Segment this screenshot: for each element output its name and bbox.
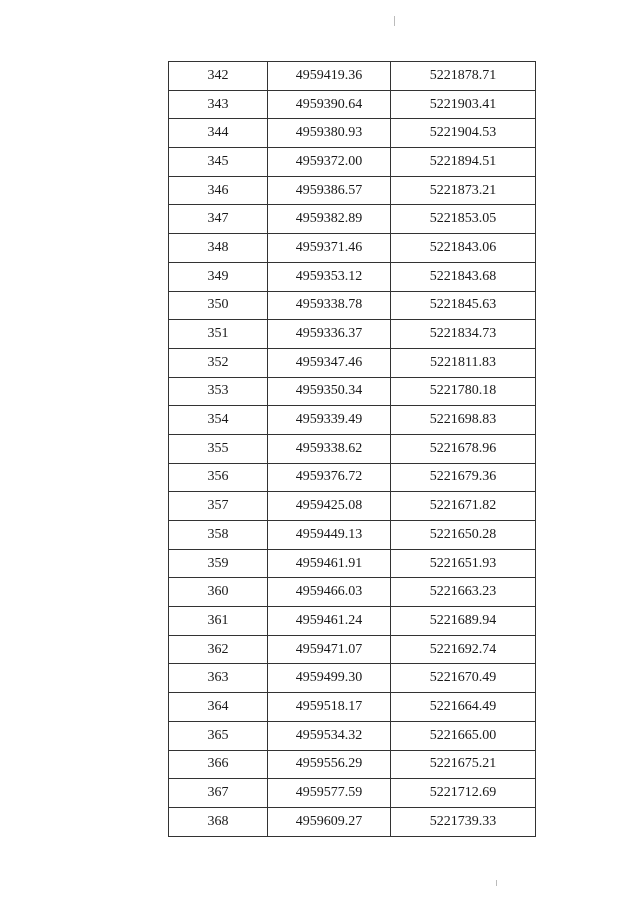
point-number-cell: 355 bbox=[169, 434, 268, 463]
table-row bbox=[169, 664, 536, 693]
table-row bbox=[169, 721, 536, 750]
y-coordinate-cell: 5221712.69 bbox=[391, 779, 536, 808]
x-coordinate-cell: 4959353.12 bbox=[268, 262, 391, 291]
x-coordinate-cell: 4959347.46 bbox=[268, 348, 391, 377]
point-number-cell: 344 bbox=[169, 119, 268, 148]
point-number-cell: 358 bbox=[169, 521, 268, 550]
table-row bbox=[169, 492, 536, 521]
table-row bbox=[169, 779, 536, 808]
point-number-cell: 356 bbox=[169, 463, 268, 492]
x-coordinate-cell: 4959461.24 bbox=[268, 607, 391, 636]
point-number-cell: 363 bbox=[169, 664, 268, 693]
y-coordinate-cell: 5221698.83 bbox=[391, 406, 536, 435]
y-coordinate-cell: 5221811.83 bbox=[391, 348, 536, 377]
table-row bbox=[169, 635, 536, 664]
table-row bbox=[169, 205, 536, 234]
y-coordinate-cell: 5221878.71 bbox=[391, 62, 536, 91]
table-row bbox=[169, 176, 536, 205]
table-row bbox=[169, 62, 536, 91]
y-coordinate-cell: 5221650.28 bbox=[391, 521, 536, 550]
table-row bbox=[169, 807, 536, 836]
point-number-cell: 351 bbox=[169, 320, 268, 349]
table-row bbox=[169, 463, 536, 492]
y-coordinate-cell: 5221670.49 bbox=[391, 664, 536, 693]
point-number-cell: 346 bbox=[169, 176, 268, 205]
y-coordinate-cell: 5221651.93 bbox=[391, 549, 536, 578]
point-number-cell: 364 bbox=[169, 693, 268, 722]
coordinate-table-body bbox=[169, 62, 536, 837]
y-coordinate-cell: 5221664.49 bbox=[391, 693, 536, 722]
table-row bbox=[169, 90, 536, 119]
x-coordinate-cell: 4959350.34 bbox=[268, 377, 391, 406]
table-row bbox=[169, 521, 536, 550]
y-coordinate-cell: 5221904.53 bbox=[391, 119, 536, 148]
y-coordinate-cell: 5221663.23 bbox=[391, 578, 536, 607]
y-coordinate-cell: 5221873.21 bbox=[391, 176, 536, 205]
y-coordinate-cell: 5221675.21 bbox=[391, 750, 536, 779]
point-number-cell: 366 bbox=[169, 750, 268, 779]
table-row bbox=[169, 119, 536, 148]
x-coordinate-cell: 4959386.57 bbox=[268, 176, 391, 205]
x-coordinate-cell: 4959466.03 bbox=[268, 578, 391, 607]
x-coordinate-cell: 4959449.13 bbox=[268, 521, 391, 550]
x-coordinate-cell: 4959461.91 bbox=[268, 549, 391, 578]
y-coordinate-cell: 5221671.82 bbox=[391, 492, 536, 521]
table-row bbox=[169, 578, 536, 607]
point-number-cell: 349 bbox=[169, 262, 268, 291]
table-row bbox=[169, 693, 536, 722]
point-number-cell: 354 bbox=[169, 406, 268, 435]
point-number-cell: 348 bbox=[169, 234, 268, 263]
point-number-cell: 359 bbox=[169, 549, 268, 578]
x-coordinate-cell: 4959372.00 bbox=[268, 148, 391, 177]
x-coordinate-cell: 4959471.07 bbox=[268, 635, 391, 664]
scan-artifact bbox=[496, 880, 497, 886]
scan-artifact bbox=[394, 16, 395, 26]
y-coordinate-cell: 5221678.96 bbox=[391, 434, 536, 463]
x-coordinate-cell: 4959336.37 bbox=[268, 320, 391, 349]
point-number-cell: 360 bbox=[169, 578, 268, 607]
table-row bbox=[169, 607, 536, 636]
x-coordinate-cell: 4959339.49 bbox=[268, 406, 391, 435]
y-coordinate-cell: 5221843.06 bbox=[391, 234, 536, 263]
y-coordinate-cell: 5221845.63 bbox=[391, 291, 536, 320]
x-coordinate-cell: 4959371.46 bbox=[268, 234, 391, 263]
x-coordinate-cell: 4959382.89 bbox=[268, 205, 391, 234]
point-number-cell: 345 bbox=[169, 148, 268, 177]
point-number-cell: 343 bbox=[169, 90, 268, 119]
x-coordinate-cell: 4959609.27 bbox=[268, 807, 391, 836]
x-coordinate-cell: 4959425.08 bbox=[268, 492, 391, 521]
table-row bbox=[169, 262, 536, 291]
table-row bbox=[169, 234, 536, 263]
point-number-cell: 353 bbox=[169, 377, 268, 406]
x-coordinate-cell: 4959518.17 bbox=[268, 693, 391, 722]
y-coordinate-cell: 5221780.18 bbox=[391, 377, 536, 406]
table-row bbox=[169, 549, 536, 578]
point-number-cell: 352 bbox=[169, 348, 268, 377]
point-number-cell: 362 bbox=[169, 635, 268, 664]
point-number-cell: 367 bbox=[169, 779, 268, 808]
table-row bbox=[169, 434, 536, 463]
x-coordinate-cell: 4959577.59 bbox=[268, 779, 391, 808]
y-coordinate-cell: 5221692.74 bbox=[391, 635, 536, 664]
x-coordinate-cell: 4959376.72 bbox=[268, 463, 391, 492]
table-row bbox=[169, 148, 536, 177]
coordinate-table bbox=[168, 61, 536, 837]
y-coordinate-cell: 5221739.33 bbox=[391, 807, 536, 836]
x-coordinate-cell: 4959338.62 bbox=[268, 434, 391, 463]
y-coordinate-cell: 5221843.68 bbox=[391, 262, 536, 291]
point-number-cell: 350 bbox=[169, 291, 268, 320]
y-coordinate-cell: 5221689.94 bbox=[391, 607, 536, 636]
point-number-cell: 365 bbox=[169, 721, 268, 750]
x-coordinate-cell: 4959338.78 bbox=[268, 291, 391, 320]
table-row bbox=[169, 377, 536, 406]
point-number-cell: 361 bbox=[169, 607, 268, 636]
table-row bbox=[169, 291, 536, 320]
x-coordinate-cell: 4959499.30 bbox=[268, 664, 391, 693]
y-coordinate-cell: 5221834.73 bbox=[391, 320, 536, 349]
table-row bbox=[169, 406, 536, 435]
y-coordinate-cell: 5221903.41 bbox=[391, 90, 536, 119]
x-coordinate-cell: 4959390.64 bbox=[268, 90, 391, 119]
table-row bbox=[169, 348, 536, 377]
x-coordinate-cell: 4959380.93 bbox=[268, 119, 391, 148]
y-coordinate-cell: 5221853.05 bbox=[391, 205, 536, 234]
point-number-cell: 347 bbox=[169, 205, 268, 234]
x-coordinate-cell: 4959556.29 bbox=[268, 750, 391, 779]
y-coordinate-cell: 5221679.36 bbox=[391, 463, 536, 492]
point-number-cell: 368 bbox=[169, 807, 268, 836]
y-coordinate-cell: 5221665.00 bbox=[391, 721, 536, 750]
point-number-cell: 342 bbox=[169, 62, 268, 91]
point-number-cell: 357 bbox=[169, 492, 268, 521]
y-coordinate-cell: 5221894.51 bbox=[391, 148, 536, 177]
table-row bbox=[169, 750, 536, 779]
x-coordinate-cell: 4959419.36 bbox=[268, 62, 391, 91]
table-row bbox=[169, 320, 536, 349]
x-coordinate-cell: 4959534.32 bbox=[268, 721, 391, 750]
